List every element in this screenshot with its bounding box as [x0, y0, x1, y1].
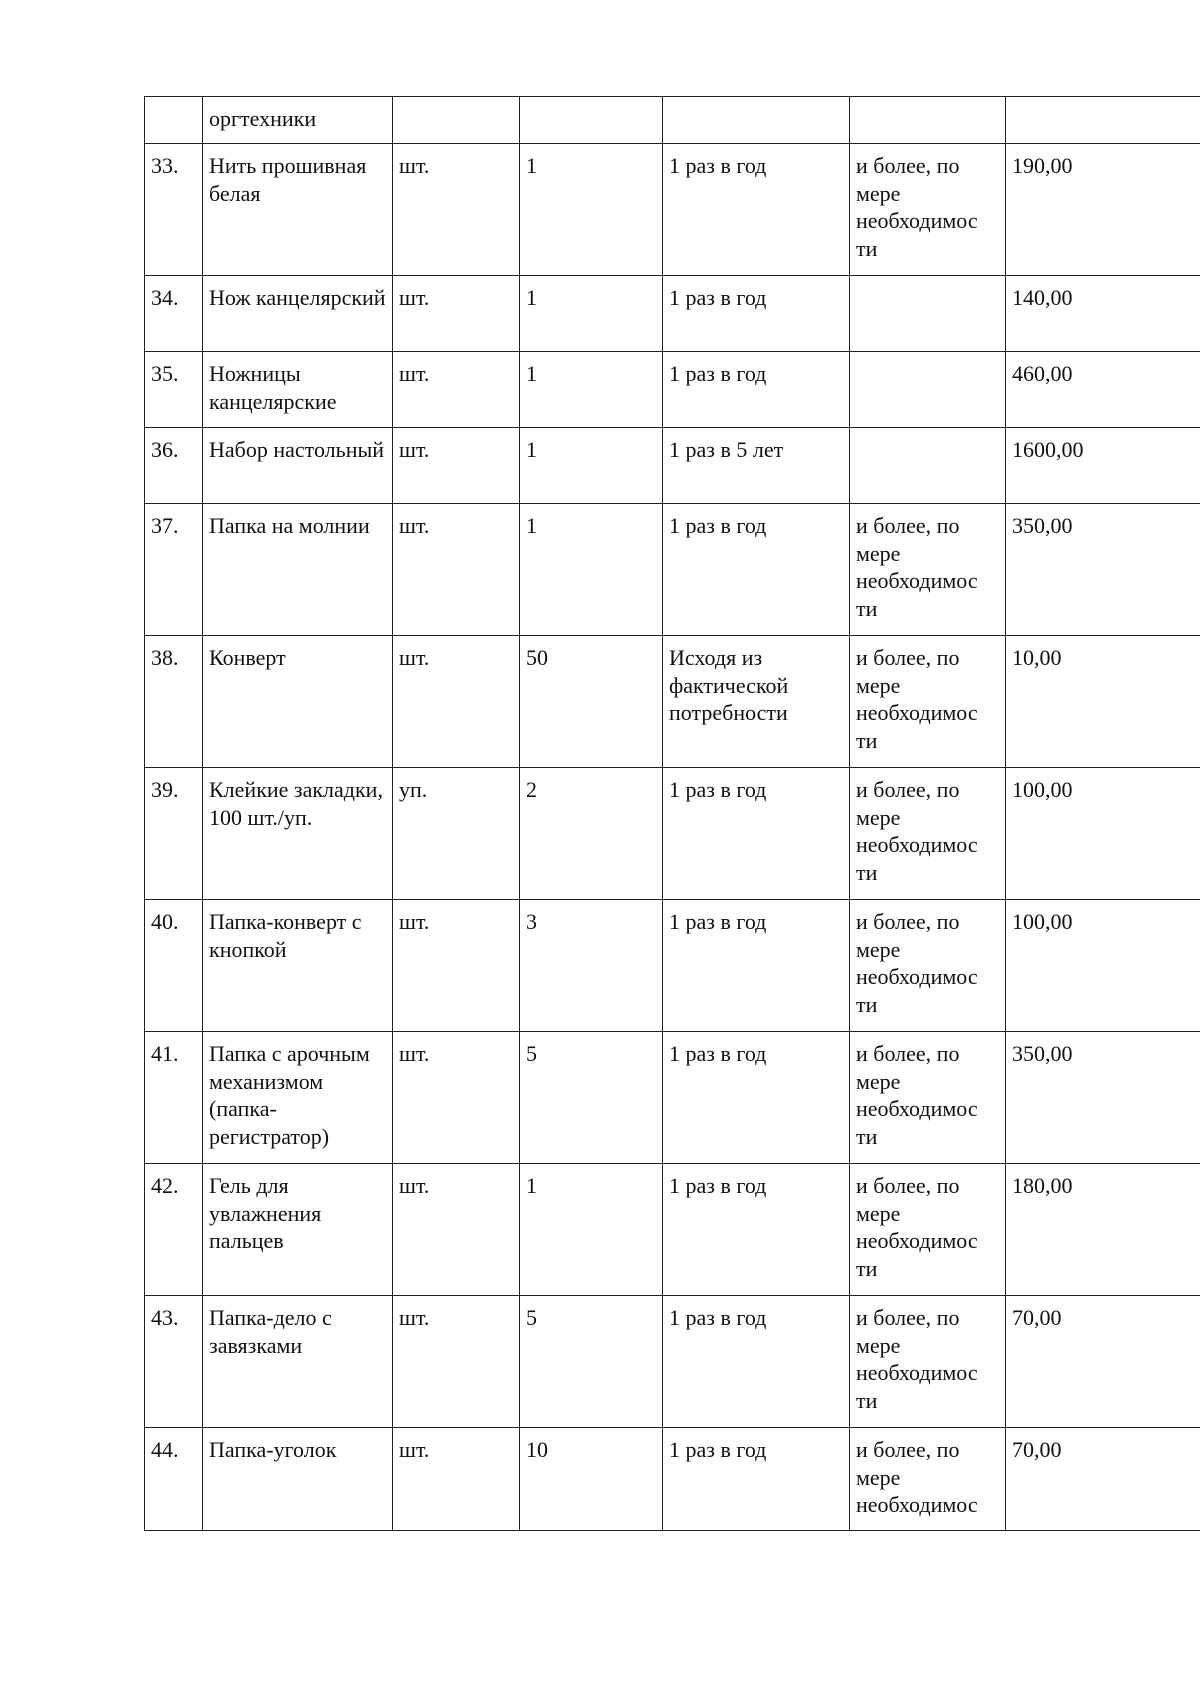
- unit-cell: шт.: [393, 276, 520, 352]
- row-number-cell: 33.: [145, 144, 203, 276]
- unit-cell: шт.: [393, 352, 520, 428]
- row-number-cell: 36.: [145, 428, 203, 504]
- item-name-cell: Папка-дело с завязками: [203, 1296, 393, 1428]
- price-cell: 1600,00: [1006, 428, 1200, 504]
- frequency-cell: [663, 97, 850, 144]
- quantity-cell: 1: [520, 504, 663, 636]
- unit-cell: шт.: [393, 428, 520, 504]
- price-cell: 140,00: [1006, 276, 1200, 352]
- item-name-cell: Папка-конверт с кнопкой: [203, 900, 393, 1032]
- unit-cell: шт.: [393, 1032, 520, 1164]
- quantity-cell: 10: [520, 1428, 663, 1531]
- frequency-cell: Исходя из фактической потребности: [663, 636, 850, 768]
- frequency-cell: 1 раз в год: [663, 276, 850, 352]
- item-name-cell: Набор настольный: [203, 428, 393, 504]
- table-row: [145, 900, 1200, 1032]
- item-name-cell: Нить прошивная белая: [203, 144, 393, 276]
- frequency-cell: 1 раз в 5 лет: [663, 428, 850, 504]
- quantity-cell: 50: [520, 636, 663, 768]
- price-cell: 70,00: [1006, 1296, 1200, 1428]
- quantity-cell: 1: [520, 276, 663, 352]
- note-cell: и более, по мере необходимос ти: [850, 1032, 1006, 1164]
- price-cell: 350,00: [1006, 1032, 1200, 1164]
- item-name-cell: Конверт: [203, 636, 393, 768]
- quantity-cell: 1: [520, 428, 663, 504]
- item-name-cell: Гель для увлажнения пальцев: [203, 1164, 393, 1296]
- unit-cell: шт.: [393, 900, 520, 1032]
- row-number-cell: 39.: [145, 768, 203, 900]
- table-row: [145, 144, 1200, 276]
- note-cell: и более, по мере необходимос ти: [850, 636, 1006, 768]
- frequency-cell: 1 раз в год: [663, 768, 850, 900]
- row-number-cell: 42.: [145, 1164, 203, 1296]
- note-cell: [850, 428, 1006, 504]
- row-number-cell: [145, 97, 203, 144]
- price-cell: 70,00: [1006, 1428, 1200, 1531]
- row-number-cell: 40.: [145, 900, 203, 1032]
- row-number-cell: 43.: [145, 1296, 203, 1428]
- quantity-cell: 5: [520, 1296, 663, 1428]
- frequency-cell: 1 раз в год: [663, 144, 850, 276]
- item-name-cell: Нож канцелярский: [203, 276, 393, 352]
- unit-cell: шт.: [393, 1296, 520, 1428]
- unit-cell: шт.: [393, 144, 520, 276]
- quantity-cell: 3: [520, 900, 663, 1032]
- price-cell: 100,00: [1006, 768, 1200, 900]
- unit-cell: [393, 97, 520, 144]
- frequency-cell: 1 раз в год: [663, 504, 850, 636]
- price-cell: 460,00: [1006, 352, 1200, 428]
- unit-cell: уп.: [393, 768, 520, 900]
- note-cell: и более, по мере необходимос: [850, 1428, 1006, 1531]
- note-cell: [850, 276, 1006, 352]
- frequency-cell: 1 раз в год: [663, 1296, 850, 1428]
- quantity-cell: 1: [520, 1164, 663, 1296]
- row-number-cell: 34.: [145, 276, 203, 352]
- frequency-cell: 1 раз в год: [663, 1032, 850, 1164]
- price-cell: 190,00: [1006, 144, 1200, 276]
- table-row: [145, 768, 1200, 900]
- table-row: [145, 504, 1200, 636]
- note-cell: и более, по мере необходимос ти: [850, 1296, 1006, 1428]
- note-cell: и более, по мере необходимос ти: [850, 504, 1006, 636]
- table-row: [145, 636, 1200, 768]
- supplies-norms-table: [144, 96, 1200, 1531]
- price-cell: 180,00: [1006, 1164, 1200, 1296]
- quantity-cell: 2: [520, 768, 663, 900]
- unit-cell: шт.: [393, 1428, 520, 1531]
- unit-cell: шт.: [393, 1164, 520, 1296]
- frequency-cell: 1 раз в год: [663, 1428, 850, 1531]
- note-cell: и более, по мере необходимос ти: [850, 1164, 1006, 1296]
- item-name-cell: Клейкие закладки, 100 шт./уп.: [203, 768, 393, 900]
- quantity-cell: 5: [520, 1032, 663, 1164]
- note-cell: [850, 97, 1006, 144]
- frequency-cell: 1 раз в год: [663, 352, 850, 428]
- item-name-cell: Папка-уголок: [203, 1428, 393, 1531]
- note-cell: и более, по мере необходимос ти: [850, 768, 1006, 900]
- row-number-cell: 38.: [145, 636, 203, 768]
- frequency-cell: 1 раз в год: [663, 1164, 850, 1296]
- table-row: [145, 352, 1200, 428]
- table-row: [145, 428, 1200, 504]
- quantity-cell: [520, 97, 663, 144]
- quantity-cell: 1: [520, 144, 663, 276]
- quantity-cell: 1: [520, 352, 663, 428]
- frequency-cell: 1 раз в год: [663, 900, 850, 1032]
- row-number-cell: 44.: [145, 1428, 203, 1531]
- row-number-cell: 41.: [145, 1032, 203, 1164]
- unit-cell: шт.: [393, 636, 520, 768]
- note-cell: [850, 352, 1006, 428]
- item-name-cell: Ножницы канцелярские: [203, 352, 393, 428]
- price-cell: 100,00: [1006, 900, 1200, 1032]
- table-row: [145, 1164, 1200, 1296]
- table-row: [145, 1296, 1200, 1428]
- note-cell: и более, по мере необходимос ти: [850, 900, 1006, 1032]
- table-row: [145, 276, 1200, 352]
- table-row: [145, 97, 1200, 144]
- row-number-cell: 35.: [145, 352, 203, 428]
- price-cell: 350,00: [1006, 504, 1200, 636]
- row-number-cell: 37.: [145, 504, 203, 636]
- item-name-cell: оргтехники: [203, 97, 393, 144]
- table-row: [145, 1428, 1200, 1531]
- price-cell: 10,00: [1006, 636, 1200, 768]
- item-name-cell: Папка с арочным механизмом (папка-регистратор): [203, 1032, 393, 1164]
- item-name-cell: Папка на молнии: [203, 504, 393, 636]
- note-cell: и более, по мере необходимос ти: [850, 144, 1006, 276]
- table-row: [145, 1032, 1200, 1164]
- unit-cell: шт.: [393, 504, 520, 636]
- price-cell: [1006, 97, 1200, 144]
